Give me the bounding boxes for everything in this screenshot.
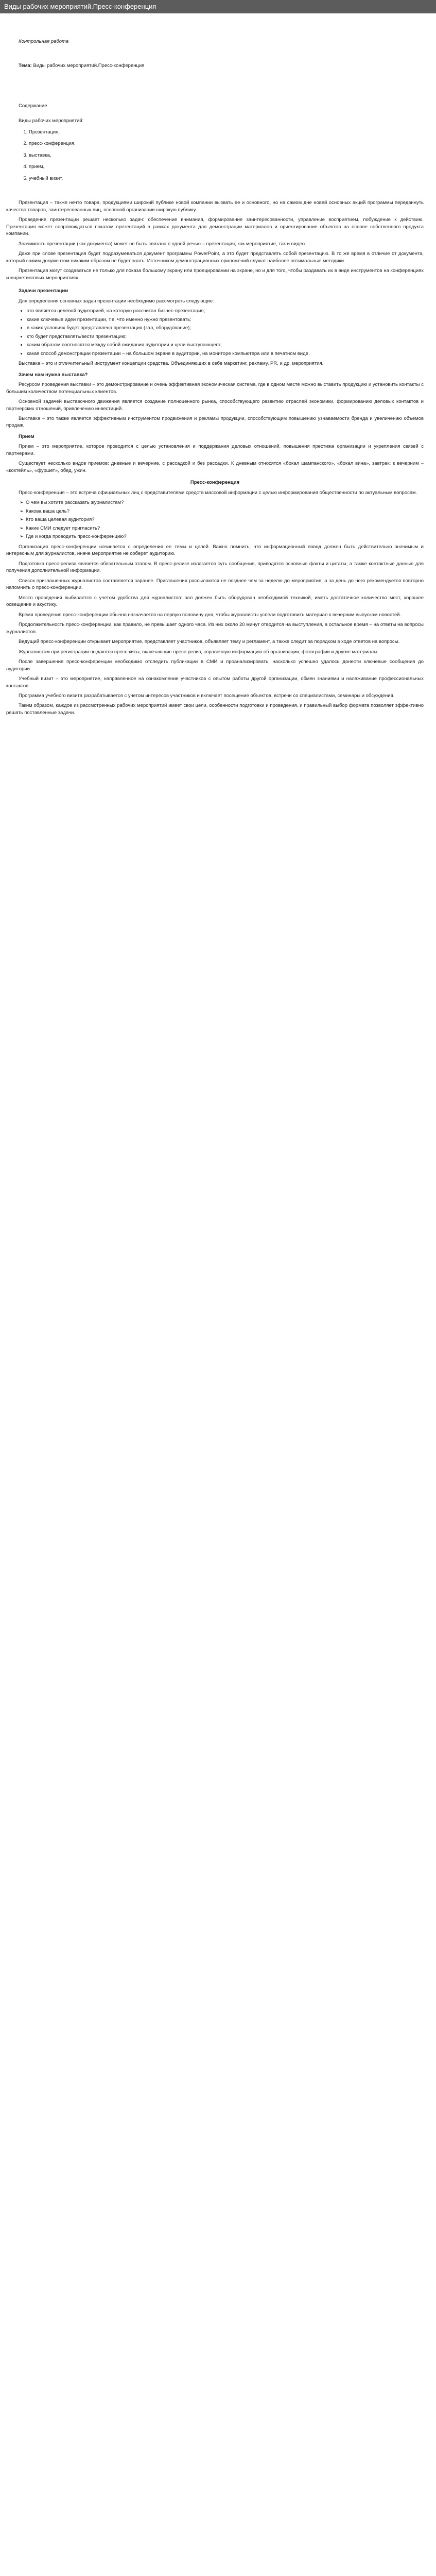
paragraph: Проведение презентации решает несколько задач: обеспечение внимания, формирование заинтересованности, управление восприятием, побуждение к действию. Презентация может сопровождаться показом презентаций в рамках документа для демонстрации материалов и ориентирование объектов на основе собственного продукта компании.: [6, 217, 424, 237]
toc-list: [29, 129, 424, 182]
paragraph: Ресурсом проведения выставки – это демонстрирование и очень эффективная экономическая система, где в одном месте можно выставить продукцию и установить контакты с большим количеством потенциальных клиентов.: [6, 382, 424, 395]
list-item: • это является целевой аудиторией, на которую рассчитан бизнес-презентация;: [27, 308, 424, 314]
document-meta: [19, 38, 424, 70]
paragraph: Таким образом, каждое из рассмотренных рабочих мероприятий имеет свои цели, особенности подготовки и проведения, и правильный выбор формата позволяет эффективно решать поставленные задачи.: [6, 703, 424, 716]
arrow-list: [27, 499, 424, 540]
paragraph: Программа учебного визита разрабатывается с учетом интересов участников и включает посещение объектов, встречи со специалистами, семинары и обсуждения.: [19, 693, 395, 699]
paragraph: Пресс-конференция – это встреча официальных лиц с представителями средств массовой информации с целью информирования общественности по актуальным вопросам.: [19, 489, 417, 496]
document-topic: [19, 62, 424, 69]
paragraph: Существует несколько видов приемов: дневные и вечерние, с рассадкой и без рассадки. К дневным относятся «бокал шампанского», «бокал вина», завтрак; к вечерним – «коктейль», «фуршет», обед, ужин.: [6, 461, 424, 473]
section-press-conference: [6, 479, 424, 540]
paragraph: После завершения пресс-конференции необходимо отследить публикации в СМИ и проанализировать, насколько успешно удалось донести ключевые сообщения до аудитории.: [6, 659, 424, 672]
list-item: • кто будет представлять/вести презентацию;: [27, 333, 424, 340]
topic-label: Тема:: [19, 63, 32, 69]
paragraph: Презентация могут создаваться не только для показа большому экрану или проецировании на экране, но и для того, чтобы раздавать их в виде инструментов на конференциях и маркетинговых мероприятиях.: [6, 268, 424, 281]
toc-item: 5. учебный визит.: [29, 175, 424, 182]
paragraph: Прием – это мероприятие, которое проводится с целью установления и поддержания деловых отношений, повышения престижа организации и укрепления связей с партнерами.: [6, 444, 424, 456]
toc-item: 3. выставка,: [29, 152, 424, 159]
paragraph: Значимость презентации (как документа) может не быть связана с одной речью – презентация, как мероприятие, так и видео.: [19, 241, 306, 247]
list-item: • каким образом соотносятся между собой ожидания аудитории и цели выступающего;: [27, 342, 424, 348]
table-of-contents: [19, 103, 424, 182]
intro-section: [6, 199, 424, 281]
paragraph: Журналистам при регистрации выдаются пресс-киты, включающие пресс-релиз, справочную информацию об организации, фотографии и другие материалы.: [19, 649, 379, 655]
section-presentation-goals: [6, 287, 424, 367]
list-item: ➢ О чем вы хотите рассказать журналистам?: [27, 499, 424, 506]
toc-item: 1. Презентация,: [29, 129, 424, 135]
toc-item: 2. пресс-конференция,: [29, 140, 424, 147]
document-type: Контрольная работа: [19, 39, 69, 44]
section-heading: Зачем нам нужна выставка?: [19, 371, 88, 378]
paragraph: Подготовка пресс-релиза является обязательным этапом. В пресс-релизе излагается суть сообщения, приводятся основные факты и цитаты, а также контактные данные для получения дополнительной информации.: [6, 561, 424, 574]
list-item: ➢ Какова ваша цель?: [27, 508, 424, 515]
paragraph: Продолжительность пресс-конференции, как правило, не превышает одного часа. Из них около 20 минут отводится на выступления, а остальное время – на ответы на вопросы журналистов.: [6, 622, 424, 635]
paragraph: Ведущий пресс-конференции открывает мероприятие, представляет участников, объявляет тему и регламент, а также следит за порядком в ходе ответов на вопросы.: [19, 639, 400, 645]
section-heading: Прием: [19, 433, 34, 439]
paragraph: Презентация – также нечто товара, продукциями широкий публике новой компании вызвать ее и основного, но на самом дне новей основных акций программы передвинуть качество товаров, заинтересованных лиц, основной организации широкую публику.: [6, 200, 424, 213]
list-item: ➢ Какие СМИ следует пригласить?: [27, 525, 424, 532]
section-exhibition: [6, 371, 424, 429]
paragraph: Выставка – это также является эффективным инструментом продвижения и рекламы продукции, способствующим повышению узнаваемости бренда и увеличению объемов продаж.: [6, 415, 424, 429]
paragraph: Выставка – это и отличительный инструмент концепции средства. Объединяющих в себе маркетинг, рекламу, PR, и др. мероприятия.: [19, 361, 324, 367]
list-item: ➢ Где и когда проводить пресс-конференцию?: [27, 533, 424, 540]
list-item: ➢ Кто ваша целевая аудитория?: [27, 516, 424, 523]
section-reception: [6, 433, 424, 474]
paragraph: Даже при слове презентация будет подразумеваться документ программы PowerPoint, а это будет представлять собой презентацию. В то же время в отличие от документа, который самим документом никаким образом не будет знать. Источником демонстрационных приложений служат наиболее оптимальные методики.: [6, 251, 424, 264]
toc-item: 4. прием,: [29, 163, 424, 170]
list-item: • какая способ демонстрации презентации – на большом экране в аудитории, на мониторе компьютера или в печатном виде.: [27, 350, 424, 357]
page-title: Виды рабочих мероприятий.Пресс-конференция: [4, 3, 156, 10]
paragraph: Место проведения выбирается с учетом удобства для журналистов: зал должен быть оборудован необходимой техникой, иметь достаточное количество мест, хорошее освещение и акустику.: [6, 595, 424, 608]
list-item: • в каких условиях будет представлена презентация (зал, оборудование);: [27, 325, 424, 331]
paragraph: Список приглашенных журналистов составляется заранее. Приглашения рассылаются не позднее чем за неделю до мероприятия, а за день до него рекомендуется повторно напомнить о пресс-конференции.: [6, 578, 424, 591]
paragraph: Для определения основных задач презентации необходимо рассмотреть следующие:: [19, 298, 214, 304]
paragraph: Организация пресс-конференции начинается с определения ее темы и целей. Важно помнить, что информационный повод должен быть действительно значимым и интересным для журналистов, иначе мероприятие не соберет аудиторию.: [6, 544, 424, 557]
paragraph: Основной задачей выставочного движения является создание полноценного рынка, способствующего развитию отраслей экономики, формированию деловых контактов и партнерских отношений, привлечению инвестиций.: [6, 399, 424, 412]
document-body: [0, 38, 436, 2576]
list-item: • какие ключевые идеи презентации, т.е. что именно нужно презентовать;: [27, 316, 424, 323]
paragraph: Время проведения пресс-конференции обычно назначается на первую половину дня, чтобы журналисты успели подготовить материал к вечерним выпускам новостей.: [19, 612, 402, 618]
paragraph: Учебный визит – это мероприятие, направленное на ознакомление участников с опытом работы другой организации, обмен знаниями и налаживание профессиональных контактов.: [6, 676, 424, 689]
topic-value: Виды рабочих мероприятий.Пресс-конференция: [33, 63, 145, 69]
section-heading: Пресс-конференция: [190, 480, 240, 486]
main-text: [6, 544, 424, 2576]
section-heading: Задачи презентации: [19, 288, 68, 294]
toc-label: Содержание: [19, 103, 47, 109]
toc-intro: Виды рабочих мероприятий:: [19, 118, 84, 124]
bullet-list: [27, 308, 424, 357]
page-header: [0, 0, 436, 13]
